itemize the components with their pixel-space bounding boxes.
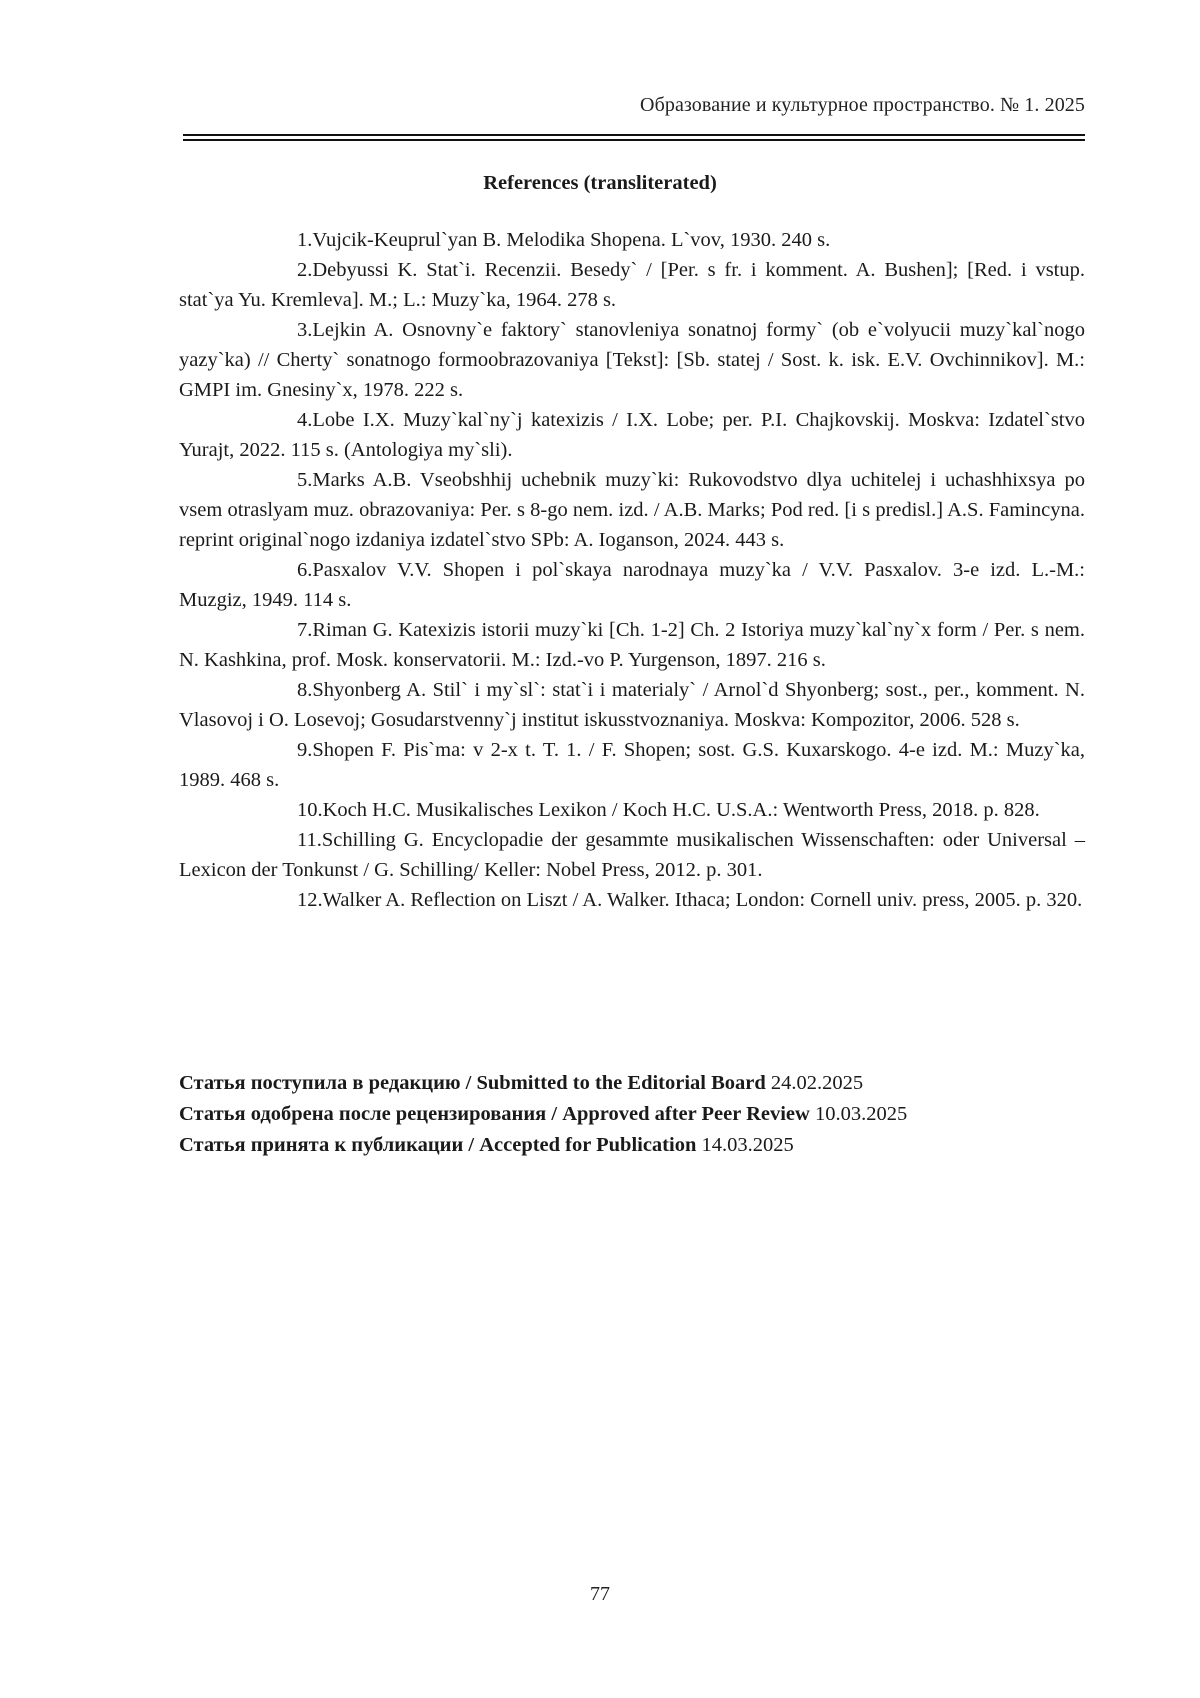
reference-item [179, 825, 1085, 885]
header-rule-bottom [183, 139, 1085, 141]
reference-text: Lejkin A. Osnovny`e faktory` stanovleniya sonatnoj formy` (ob e`volyucii muzy`kal`nogo yazy`ka) // Cherty` sonatnogo formoobrazovaniya [Tekst]: [Sb. statej / Sost. k. isk. E.V. Ovchinnikov]. M.: GMPI im. Gnesiny`x, 1978. 222 s. [179, 319, 1085, 401]
accepted-date: 14.03.2025 [701, 1134, 794, 1156]
references-list [179, 225, 1085, 915]
header-rule-top [183, 134, 1085, 136]
article-dates [179, 1068, 1085, 1161]
reference-text: Debyussi K. Stat`i. Recenzii. Besedy` / [Per. s fr. i komment. A. Bushen]; [Red. i vstup. stat`ya Yu. Kremleva]. M.; L.: Muzy`ka, 1964. 278 s. [179, 259, 1085, 311]
reference-item [179, 315, 1085, 405]
reference-number: 3. [297, 319, 313, 341]
reference-item [179, 555, 1085, 615]
reference-item [179, 225, 1085, 255]
running-head: Образование и культурное пространство. № 1. 2025 [640, 94, 1085, 116]
reference-item [179, 255, 1085, 315]
reference-item [179, 885, 1085, 915]
accepted-line [179, 1130, 1085, 1161]
reference-text: Lobe I.X. Muzy`kal`ny`j katexizis / I.X. Lobe; per. P.I. Chajkovskij. Moskva: Izdatel`stvo Yurajt, 2022. 115 s. (Antologiya my`sli). [179, 409, 1085, 461]
reference-item [179, 615, 1085, 675]
reference-item [179, 675, 1085, 735]
reference-text: Pasxalov V.V. Shopen i pol`skaya narodnaya muzy`ka / V.V. Pasxalov. 3-e izd. L.-M.: Muzgiz, 1949. 114 s. [179, 559, 1085, 611]
reference-item [179, 465, 1085, 555]
reference-number: 1. [297, 229, 313, 251]
submitted-line [179, 1068, 1085, 1099]
reference-item [179, 735, 1085, 795]
reference-number: 12. [297, 889, 323, 911]
reference-text: Walker A. Reflection on Liszt / A. Walker. Ithaca; London: Cornell univ. press, 2005. p. 320. [322, 889, 1083, 911]
reference-number: 10. [297, 799, 323, 821]
reference-number: 7. [297, 619, 313, 641]
accepted-label: Статья принята к публикации / Accepted for Publication [179, 1134, 697, 1156]
approved-date: 10.03.2025 [814, 1103, 908, 1125]
reference-number: 8. [297, 679, 313, 701]
reference-text: Schilling G. Encyclopadie der gesammte musikalischen Wissenschaften: oder Universal – Lexicon der Tonkunst / G. Schilling/ Keller: Nobel Press, 2012. p. 301. [179, 829, 1085, 881]
reference-number: 4. [297, 409, 313, 431]
approved-line [179, 1099, 1085, 1130]
reference-text: Riman G. Katexizis istorii muzy`ki [Ch. 1-2] Ch. 2 Istoriya muzy`kal`ny`x form / Per. s nem. N. Kashkina, prof. Mosk. konservatorii. M.: Izd.-vo P. Yurgenson, 1897. 216 s. [179, 619, 1085, 671]
submitted-label: Статья поступила в редакцию / Submitted to the Editorial Board [179, 1072, 766, 1094]
reference-number: 11. [297, 829, 322, 851]
reference-item [179, 405, 1085, 465]
page-number: 77 [590, 1583, 610, 1605]
reference-text: Marks A.B. Vseobshhij uchebnik muzy`ki: Rukovodstvo dlya uchitelej i uchashhixsya po vsem otraslyam muz. obrazovaniya: Per. s 8-go nem. izd. / A.B. Marks; Pod red. [i s predisl.] A.S. Famincyna. reprint original`nogo izdaniya izdatel`stvo SPb: A. Ioganson, 2024. 443 s. [179, 469, 1085, 551]
reference-text: Vujcik-Keuprul`yan B. Melodika Shopena. L`vov, 1930. 240 s. [312, 229, 831, 251]
reference-text: Shopen F. Pis`ma: v 2-x t. T. 1. / F. Shopen; sost. G.S. Kuxarskogo. 4-e izd. M.: Muzy`ka, 1989. 468 s. [179, 739, 1085, 791]
reference-item [179, 795, 1085, 825]
reference-number: 6. [297, 559, 313, 581]
reference-text: Shyonberg A. Stil` i my`sl`: stat`i i materialy` / Arnol`d Shyonberg; sost., per., komment. N. Vlasovoj i O. Losevoj; Gosudarstvenny`j institut iskusstvoznaniya. Moskva: Kompozitor, 2006. 528 s. [179, 679, 1085, 731]
reference-number: 2. [297, 259, 313, 281]
submitted-date: 24.02.2025 [770, 1072, 864, 1094]
references-title: References (transliterated) [483, 172, 717, 194]
reference-text: Koch H.C. Musikalisches Lexikon / Koch H.C. U.S.A.: Wentworth Press, 2018. p. 828. [322, 799, 1040, 821]
reference-number: 5. [297, 469, 313, 491]
approved-label: Статья одобрена после рецензирования / Approved after Peer Review [179, 1103, 810, 1125]
reference-number: 9. [297, 739, 313, 761]
